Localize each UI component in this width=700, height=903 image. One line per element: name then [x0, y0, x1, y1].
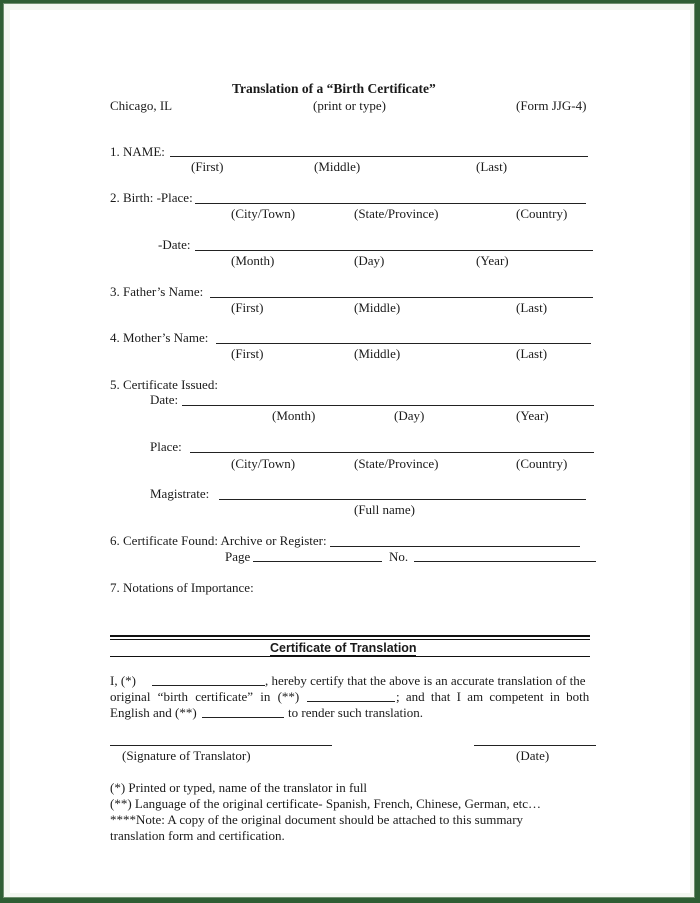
birth-place-field[interactable] — [195, 203, 586, 204]
father-name-field[interactable] — [210, 297, 593, 298]
mother-middle-caption: (Middle) — [354, 346, 401, 361]
mother-last-caption: (Last) — [516, 346, 548, 361]
father-first-caption: (First) — [231, 300, 264, 315]
signature-caption: (Signature of Translator) — [122, 748, 251, 763]
magistrate-caption: (Full name) — [354, 502, 416, 517]
footnote-1: (*) Printed or typed, name of the translator in full — [110, 780, 368, 795]
competence-language-field[interactable] — [202, 717, 284, 718]
section-divider-bottom — [110, 656, 590, 657]
birth-date-label: -Date: — [158, 237, 191, 252]
issued-city-caption: (City/Town) — [231, 456, 296, 471]
translator-name-field[interactable] — [152, 685, 265, 686]
birth-month-caption: (Month) — [231, 253, 275, 268]
form-id: (Form JJG-4) — [516, 98, 587, 113]
notations-label: 7. Notations of Importance: — [110, 580, 254, 595]
date-caption: (Date) — [516, 748, 550, 763]
birth-state-caption: (State/Province) — [354, 206, 439, 221]
name-first-caption: (First) — [191, 159, 224, 174]
cert-line2-start: original “birth certificate” in (**) — [110, 689, 300, 704]
issued-month-caption: (Month) — [272, 408, 316, 423]
issued-year-caption: (Year) — [516, 408, 549, 423]
issued-date-field[interactable] — [182, 405, 594, 406]
birth-place-label: 2. Birth: -Place: — [110, 190, 193, 205]
page-frame — [3, 3, 695, 898]
issued-country-caption: (Country) — [516, 456, 568, 471]
issued-place-label: Place: — [150, 439, 182, 454]
signature-field[interactable] — [110, 745, 332, 746]
birth-date-field[interactable] — [195, 250, 593, 251]
mother-first-caption: (First) — [231, 346, 264, 361]
father-middle-caption: (Middle) — [354, 300, 401, 315]
name-field[interactable] — [170, 156, 588, 157]
issued-day-caption: (Day) — [394, 408, 425, 423]
city-label: Chicago, IL — [110, 98, 173, 113]
archive-register-field[interactable] — [330, 546, 580, 547]
name-middle-caption: (Middle) — [314, 159, 361, 174]
footnote-2: (**) Language of the original certificate- Spanish, French, Chinese, German, etc… — [110, 796, 542, 811]
birth-year-caption: (Year) — [476, 253, 509, 268]
name-label: 1. NAME: — [110, 144, 165, 159]
number-label: No. — [389, 549, 409, 564]
number-field[interactable] — [414, 561, 596, 562]
page-label: Page — [225, 549, 251, 564]
issued-label: 5. Certificate Issued: — [110, 377, 218, 392]
birth-country-caption: (Country) — [516, 206, 568, 221]
father-last-caption: (Last) — [516, 300, 548, 315]
magistrate-field[interactable] — [219, 499, 586, 500]
page-field[interactable] — [253, 561, 382, 562]
issued-date-label: Date: — [150, 392, 179, 407]
cert-line1-start: I, (*) — [110, 673, 136, 688]
cert-line2-end: ; and that I am competent in both — [396, 689, 590, 704]
section-divider-mid — [110, 639, 590, 640]
mother-name-field[interactable] — [216, 343, 591, 344]
found-label: 6. Certificate Found: Archive or Register: — [110, 533, 327, 548]
magistrate-label: Magistrate: — [150, 486, 210, 501]
date-field[interactable] — [474, 745, 596, 746]
birth-day-caption: (Day) — [354, 253, 385, 268]
footnote-3: ****Note: A copy of the original document should be attached to this summary — [110, 812, 524, 827]
cert-line3-start: English and (**) — [110, 705, 197, 720]
father-name-label: 3. Father’s Name: — [110, 284, 204, 299]
mother-name-label: 4. Mother’s Name: — [110, 330, 209, 345]
cert-line3-end: to render such translation. — [288, 705, 424, 720]
certificate-title: Certificate of Translation — [270, 641, 417, 655]
original-language-field[interactable] — [307, 701, 395, 702]
name-last-caption: (Last) — [476, 159, 508, 174]
issued-place-field[interactable] — [190, 452, 594, 453]
document-page — [10, 10, 690, 893]
birth-city-caption: (City/Town) — [231, 206, 296, 221]
cert-line1-end: , hereby certify that the above is an accurate translation of the — [265, 673, 586, 688]
print-instruction: (print or type) — [313, 98, 386, 113]
issued-state-caption: (State/Province) — [354, 456, 439, 471]
section-divider-top — [110, 635, 590, 637]
document-title: Translation of a “Birth Certificate” — [232, 81, 436, 96]
footnote-4: translation form and certification. — [110, 828, 285, 843]
